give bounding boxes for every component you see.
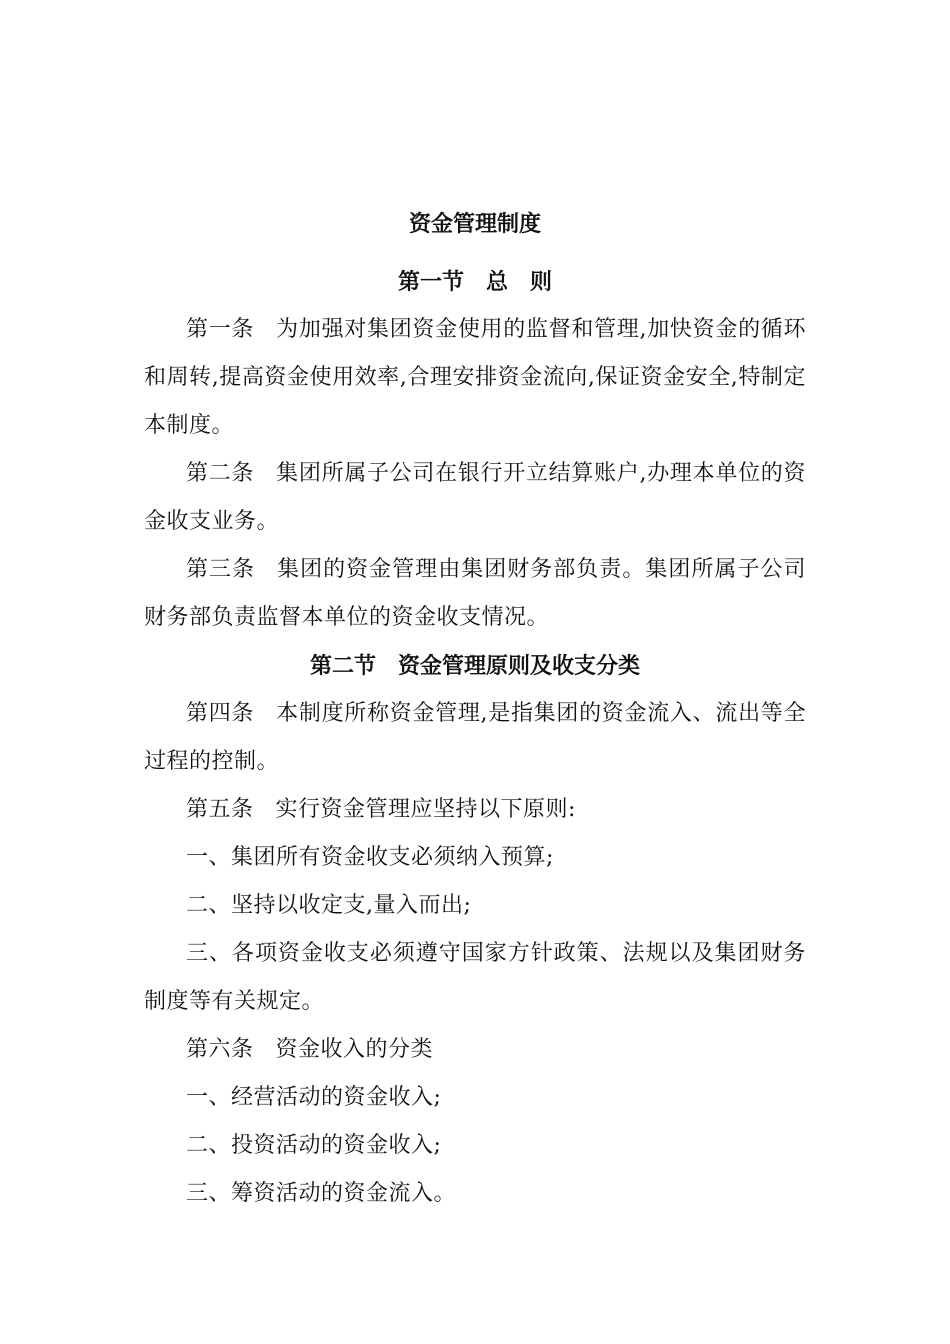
list-item: 三、筹资活动的资金流入。	[186, 1181, 457, 1206]
document-page	[144, 200, 806, 1218]
article-text: 为加强对集团资金使用的监督和管理,加快资金的循环和周转,提高资金使用效率,合理安排资金流向,保证资金安全,特制定本制度。	[144, 317, 806, 438]
article-6	[144, 1026, 806, 1074]
article-2	[144, 450, 806, 546]
section-heading-2: 第二节 资金管理原则及收支分类	[309, 653, 640, 679]
article-label: 第二条	[186, 461, 255, 486]
article-text: 集团的资金管理由集团财务部负责。集团所属子公司财务部负责监督本单位的资金收支情况。	[144, 557, 806, 630]
article-1	[144, 306, 806, 450]
article-label: 第六条	[186, 1037, 254, 1062]
document-title: 资金管理制度	[408, 211, 541, 237]
article-text: 本制度所称资金管理,是指集团的资金流入、流出等全过程的控制。	[144, 701, 806, 774]
list-item: 一、经营活动的资金收入;	[186, 1085, 442, 1110]
section-heading-1: 第一节 总 则	[397, 269, 552, 295]
article-text: 集团所属子公司在银行开立结算账户,办理本单位的资金收支业务。	[144, 461, 806, 534]
article-5	[144, 786, 806, 834]
article-3	[144, 546, 806, 642]
list-item: 一、集团所有资金收支必须纳入预算;	[186, 845, 554, 870]
list-item: 三、各项资金收支必须遵守国家方针政策、法规以及集团财务制度等有关规定。	[144, 941, 806, 1014]
article-text: 实行资金管理应坚持以下原则:	[275, 797, 576, 822]
article-label: 第三条	[186, 557, 256, 582]
article-label: 第一条	[186, 317, 255, 342]
article-text: 资金收入的分类	[275, 1037, 434, 1062]
article-4	[144, 690, 806, 786]
article-label: 第五条	[186, 797, 254, 822]
list-item: 二、坚持以收定支,量入而出;	[186, 893, 472, 918]
list-item: 二、投资活动的资金收入;	[186, 1133, 442, 1158]
article-label: 第四条	[186, 701, 255, 726]
